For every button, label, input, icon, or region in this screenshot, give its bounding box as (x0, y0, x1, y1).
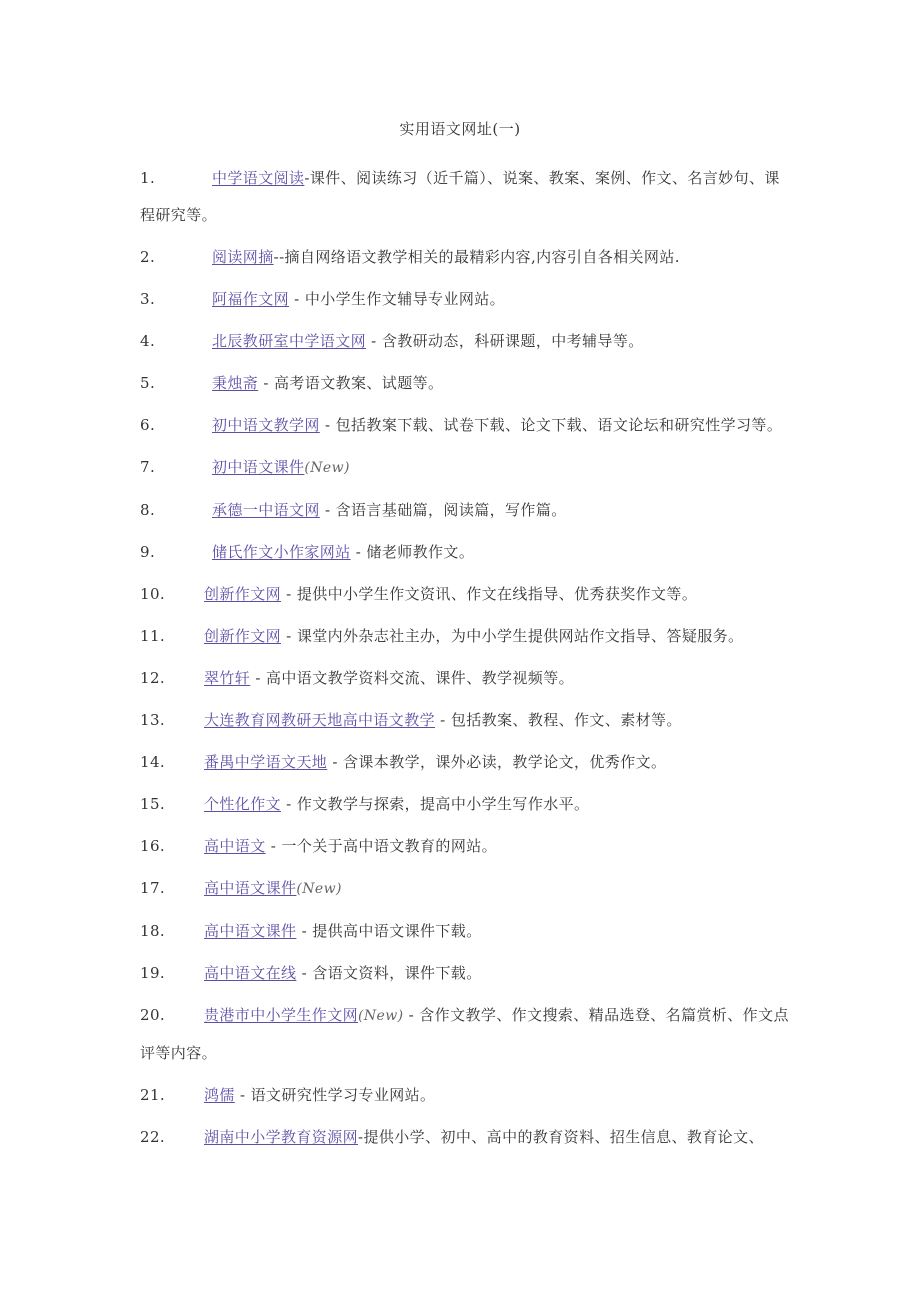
item-number: 13. (140, 711, 166, 729)
item-number: 12. (140, 669, 166, 687)
site-link[interactable]: 高中语文课件 (204, 922, 297, 940)
list-item (140, 281, 792, 318)
item-body (140, 618, 792, 655)
item-number: 10. (140, 585, 166, 603)
list-item (140, 407, 792, 444)
list-item (140, 913, 792, 950)
list-item (140, 1119, 792, 1156)
list-item (140, 239, 792, 276)
item-number: 19. (140, 964, 166, 982)
site-link[interactable]: 翠竹轩 (204, 669, 251, 687)
item-description: - 含作文教学、作文搜索、精品选登、名篇赏析、作文点评等内容。 (140, 1006, 789, 1062)
site-link[interactable]: 贵港市中小学生作文网 (204, 1006, 359, 1024)
item-body (140, 744, 792, 781)
list-item (140, 997, 792, 1072)
item-description: - 提供中小学生作文资讯、作文在线指导、优秀获奖作文等。 (281, 585, 698, 603)
list-item (140, 870, 792, 908)
item-body (140, 576, 792, 613)
item-number: 2. (140, 248, 156, 266)
list-item (140, 786, 792, 823)
item-number: 16. (140, 837, 166, 855)
item-number: 3. (140, 290, 156, 308)
item-description: -课件、阅读练习（近千篇）、说案、教案、案例、作文、名言妙句、课程研究等。 (140, 169, 780, 224)
site-link[interactable]: 北辰教研室中学语文网 (212, 332, 367, 350)
list-item (140, 534, 792, 571)
site-link[interactable]: 高中语文 (204, 837, 266, 855)
item-body (140, 281, 792, 318)
item-body (140, 365, 792, 402)
list-item (140, 323, 792, 360)
item-body (140, 913, 792, 950)
site-link[interactable]: 创新作文网 (204, 627, 282, 645)
item-number: 6. (140, 416, 156, 434)
item-number: 22. (140, 1128, 166, 1146)
new-tag: (New) (296, 881, 342, 897)
item-body (140, 786, 792, 823)
site-link[interactable]: 湖南中小学教育资源网 (204, 1128, 359, 1146)
item-number: 1. (140, 169, 156, 187)
item-body (140, 160, 792, 234)
item-description: --摘自网络语文教学相关的最精彩内容,内容引自各相关网站. (273, 248, 680, 266)
item-description: - 储老师教作文。 (350, 543, 475, 561)
item-body (140, 239, 792, 276)
item-body (140, 492, 792, 529)
item-description: - 作文教学与探索，提高中小学生写作水平。 (281, 795, 590, 813)
site-link[interactable]: 创新作文网 (204, 585, 282, 603)
list-item (140, 160, 792, 234)
item-description: - 含课本教学，课外必读，教学论文，优秀作文。 (327, 753, 667, 771)
item-body (140, 534, 792, 571)
item-description: - 一个关于高中语文教育的网站。 (265, 837, 498, 855)
site-link[interactable]: 大连教育网教研天地高中语文教学 (204, 711, 436, 729)
item-number: 14. (140, 753, 166, 771)
list-item (140, 702, 792, 739)
site-link[interactable]: 阿福作文网 (212, 290, 290, 308)
list-item (140, 618, 792, 655)
list-item (140, 492, 792, 529)
page-title: 实用语文网址(一) (399, 120, 521, 138)
new-tag: (New) (304, 460, 350, 476)
item-body (140, 1119, 792, 1156)
item-body (140, 660, 792, 697)
site-link[interactable]: 高中语文课件 (204, 879, 297, 897)
item-description: - 提供高中语文课件下载。 (296, 922, 482, 940)
new-tag: (New) (358, 1008, 404, 1024)
site-link[interactable]: 番禺中学语文天地 (204, 753, 328, 771)
list-item (140, 955, 792, 992)
item-number: 8. (140, 501, 156, 519)
list-item (140, 660, 792, 697)
list-item (140, 744, 792, 781)
item-body (140, 449, 792, 487)
link-list (140, 160, 792, 1161)
item-number: 5. (140, 374, 156, 392)
list-item (140, 1077, 792, 1114)
item-number: 20. (140, 1006, 166, 1024)
item-number: 4. (140, 332, 156, 350)
item-number: 21. (140, 1086, 166, 1104)
site-link[interactable]: 秉烛斋 (212, 374, 259, 392)
item-body (140, 323, 792, 360)
site-link[interactable]: 个性化作文 (204, 795, 282, 813)
item-number: 7. (140, 458, 156, 476)
item-description: - 高中语文教学资料交流、课件、教学视频等。 (250, 669, 575, 687)
site-link[interactable]: 初中语文课件 (212, 458, 305, 476)
item-body (140, 407, 792, 444)
item-description: -提供小学、初中、高中的教育资料、招生信息、教育论文、 (358, 1128, 764, 1146)
item-number: 11. (140, 627, 166, 645)
list-item (140, 828, 792, 865)
item-description: - 语文研究性学习专业网站。 (234, 1086, 436, 1104)
item-body (140, 997, 792, 1072)
site-link[interactable]: 初中语文教学网 (212, 416, 320, 434)
list-item (140, 365, 792, 402)
item-body (140, 870, 792, 908)
item-body (140, 1077, 792, 1114)
site-link[interactable]: 高中语文在线 (204, 964, 297, 982)
site-link[interactable]: 中学语文阅读 (212, 169, 305, 187)
list-item (140, 449, 792, 487)
site-link[interactable]: 承德一中语文网 (212, 501, 320, 519)
item-description: - 高考语文教案、试题等。 (258, 374, 444, 392)
item-description: - 含语文资料，课件下载。 (296, 964, 482, 982)
item-number: 17. (140, 879, 166, 897)
site-link[interactable]: 阅读网摘 (212, 248, 274, 266)
site-link[interactable]: 鸿儒 (204, 1086, 235, 1104)
item-description: - 包括教案下载、试卷下载、论文下载、语文论坛和研究性学习等。 (319, 416, 783, 434)
item-description: - 课堂内外杂志社主办，为中小学生提供网站作文指导、答疑服务。 (281, 627, 744, 645)
item-description: - 包括教案、教程、作文、素材等。 (435, 711, 682, 729)
list-item (140, 576, 792, 613)
item-number: 15. (140, 795, 166, 813)
item-body (140, 828, 792, 865)
item-body (140, 955, 792, 992)
item-description: - 中小学生作文辅导专业网站。 (289, 290, 506, 308)
item-number: 18. (140, 922, 166, 940)
item-description: - 含语言基础篇，阅读篇，写作篇。 (319, 501, 567, 519)
item-number: 9. (140, 543, 156, 561)
item-description: - 含教研动态，科研课题，中考辅导等。 (366, 332, 644, 350)
item-body (140, 702, 792, 739)
site-link[interactable]: 储氏作文小作家网站 (212, 543, 351, 561)
